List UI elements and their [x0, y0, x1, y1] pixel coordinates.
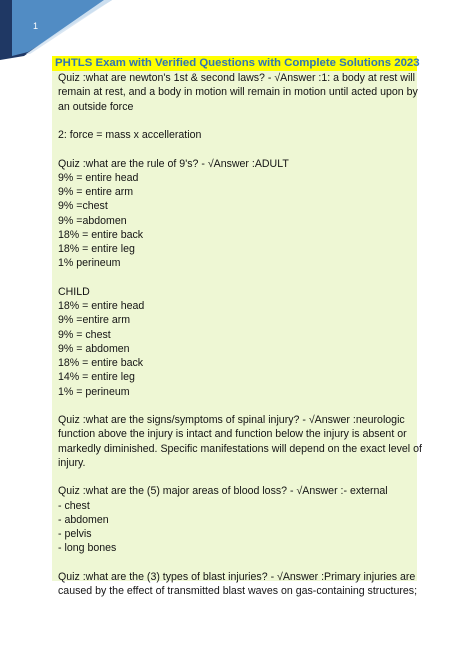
text-line: function above the injury is intact and function below the injury is absent or: [58, 428, 407, 441]
page-number: 1: [33, 21, 39, 31]
text-line: 9% = entire arm: [58, 186, 134, 198]
text-line: 9% = chest: [58, 328, 111, 341]
blank-line: [58, 399, 412, 413]
text-line: 14% = entire leg: [58, 371, 135, 384]
text-line: CHILD: [58, 285, 90, 298]
text-line: Quiz :what are newton's 1st & second laws? - √Answer :1: a body at rest will: [58, 72, 416, 84]
text-line: 9% =chest: [58, 200, 108, 213]
document-title: PHTLS Exam with Verified Questions with Complete Solutions 2023: [52, 56, 417, 71]
text-line: Quiz :what are the signs/symptoms of spinal injury? - √Answer :neurologic: [58, 414, 405, 426]
text-line: - chest: [58, 499, 90, 512]
text-line: 18% = entire leg: [58, 243, 135, 255]
blank-line: [58, 470, 412, 484]
text-line: Quiz :what are the (3) types of blast injuries? - √Answer :Primary injuries are: [58, 570, 416, 583]
blank-line: [58, 114, 412, 128]
text-line: 9% =abdomen: [58, 214, 127, 227]
text-line: 18% = entire back: [58, 357, 144, 369]
text-line: an outside force: [58, 100, 134, 113]
text-line: 9% = abdomen: [58, 342, 130, 355]
text-line: 1% perineum: [58, 257, 121, 270]
text-line: 1% = perineum: [58, 385, 130, 398]
text-line: injury.: [58, 456, 86, 469]
blank-line: [58, 142, 412, 156]
text-line: 2: force = mass x accelleration: [58, 129, 202, 141]
text-line: Quiz :what are the (5) major areas of blood loss? - √Answer :- external: [58, 485, 388, 498]
document-content: [52, 56, 422, 597]
document-body: [52, 71, 422, 598]
text-line: markedly diminished. Specific manifestations will depend on the exact level of: [58, 442, 422, 455]
text-line: Quiz :what are the rule of 9's? - √Answer :ADULT: [58, 157, 289, 170]
text-line: - long bones: [58, 542, 117, 555]
text-line: remain at rest, and a body in motion will remain in motion until acted upon by: [58, 86, 418, 99]
text-line: 9% = entire head: [58, 171, 139, 184]
blank-line: [58, 556, 412, 570]
text-line: - abdomen: [58, 513, 109, 526]
text-line: 18% = entire back: [58, 228, 144, 241]
text-line: caused by the effect of transmitted blast waves on gas-containing structures;: [58, 585, 418, 597]
page-corner-decoration: [0, 0, 112, 62]
blank-line: [58, 271, 412, 285]
text-line: 18% = entire head: [58, 300, 145, 312]
text-line: - pelvis: [58, 528, 92, 540]
text-line: 9% =entire arm: [58, 314, 131, 327]
